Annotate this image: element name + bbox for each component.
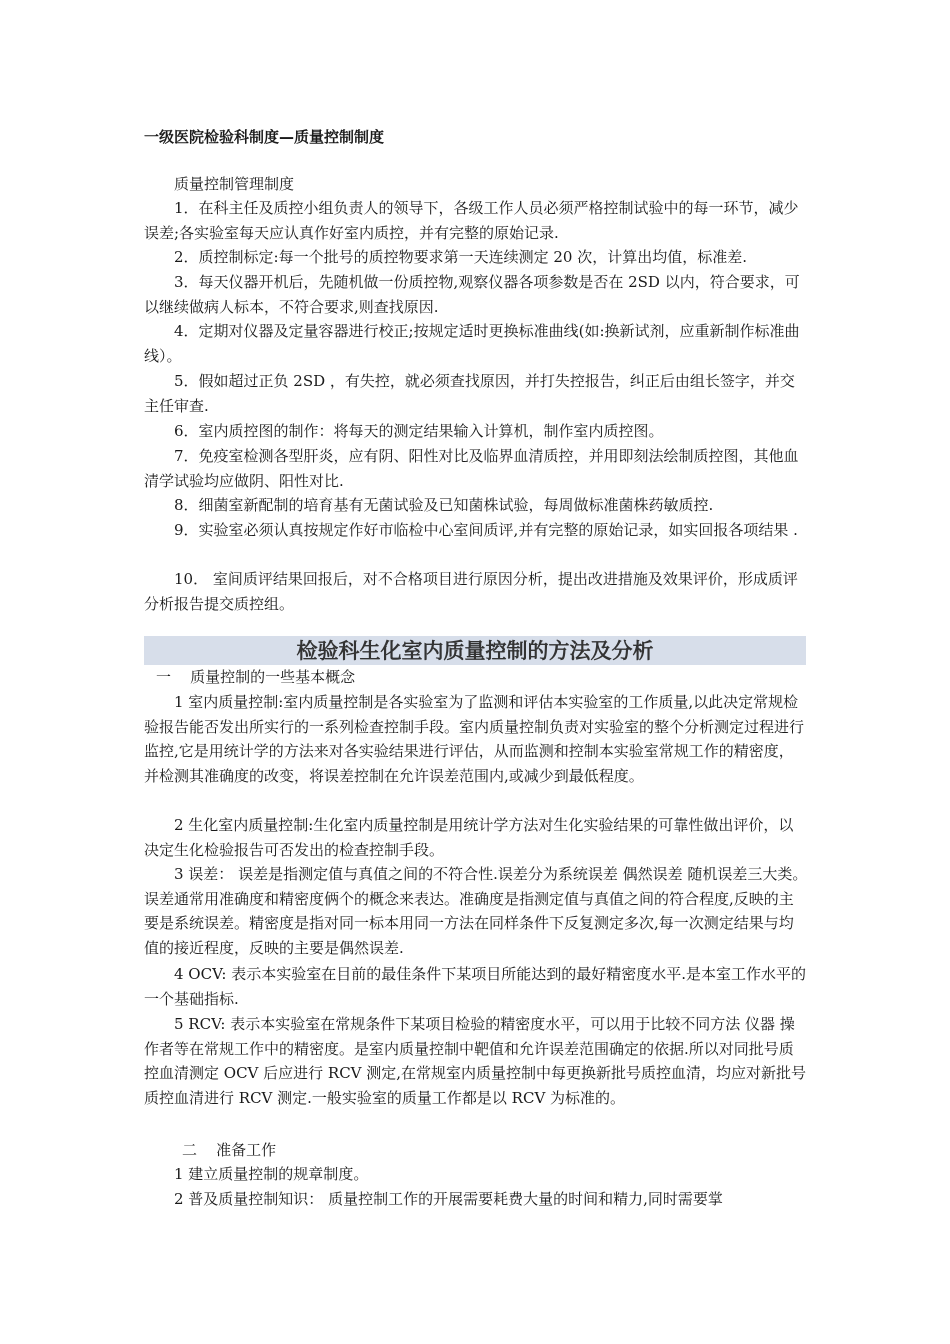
qc-section-heading: 质量控制管理制度 xyxy=(174,175,295,193)
document-title: 一级医院检验科制度—质量控制制度 xyxy=(144,128,385,146)
preparation-heading: 二 准备工作 xyxy=(182,1141,277,1159)
concept-item-5: 5 RCV: 表示本实验室在常规条件下某项目检验的精密度水平，可以用于比较不同方法 仪器 操作者等在常规工作中的精密度。是室内质量控制中靶值和允许误差范围确定的依据.所以对同批号质控血清测定 OCV 后应进行 RCV 测定,在常规室内质量控制中每更换新批号质控血清，均应对新批号质控血清进行 RCV 测定.一般实验室的质量工作都是以 RCV 为标准的。 xyxy=(144,1015,807,1107)
concept-item-4: 4 OCV: 表示本实验室在目前的最佳条件下某项目所能达到的最好精密度水平.是本室工作水平的一个基础指标. xyxy=(144,965,807,1008)
prep-item-1: 1 建立质量控制的规章制度。 xyxy=(174,1165,369,1183)
basic-concepts-heading: 一 质量控制的一些基本概念 xyxy=(156,668,356,686)
qc-item-9: 9．实验室必须认真按规定作好市临检中心室间质评,并有完整的原始记录，如实回报各项结果 . xyxy=(174,521,798,539)
qc-item-8: 8．细菌室新配制的培育基有无菌试验及已知菌株试验，每周做标准菌株药敏质控. xyxy=(174,496,714,514)
qc-item-1: 1．在科主任及质控小组负责人的领导下，各级工作人员必须严格控制试验中的每一环节，减少误差;各实验室每天应认真作好室内质控，并有完整的原始记录. xyxy=(144,199,799,242)
qc-item-3: 3．每天仪器开机后，先随机做一份质控物,观察仪器各项参数是否在 2SD 以内，符合要求，可以继续做病人标本，不符合要求,则查找原因. xyxy=(144,273,800,316)
qc-item-10: 10． 室间质评结果回报后，对不合格项目进行原因分析，提出改进措施及效果评价，形成质评分析报告提交质控组。 xyxy=(144,570,798,613)
concept-item-3: 3 误差： 误差是指测定值与真值之间的不符合性.误差分为系统误差 偶然误差 随机误差三大类。误差通常用准确度和精密度俩个的概念来表达。准确度是指测定值与真值之间的符合程度,反映的主要是系统误差。精密度是指对同一标本用同一方法在同样条件下反复测定多次,每一次测定结果与均值的接近程度，反映的主要是偶然误差. xyxy=(144,865,808,957)
concept-item-1: 1 室内质量控制:室内质量控制是各实验室为了监测和评估本实验室的工作质量,以此决定常规检验报告能否发出所实行的一系列检查控制手段。室内质量控制负责对实验室的整个分析测定过程进行监控,它是用统计学的方法来对各实验结果进行评估，从而监测和控制本实验室常规工作的精密度，并检测其准确度的改变，将误差控制在允许误差范围内,或减少到最低程度。 xyxy=(144,693,805,785)
qc-item-7: 7．免疫室检测各型肝炎，应有阴、阳性对比及临界血清质控，并用即刻法绘制质控图，其他血清学试验均应做阴、阳性对比. xyxy=(144,447,799,490)
prep-item-2: 2 普及质量控制知识： 质量控制工作的开展需要耗费大量的时间和精力,同时需要掌 xyxy=(174,1190,723,1208)
concept-item-2: 2 生化室内质量控制:生化室内质量控制是用统计学方法对生化实验结果的可靠性做出评价，以决定生化检验报告可否发出的检查控制手段。 xyxy=(144,816,794,859)
qc-item-5: 5．假如超过正负 2SD ，有失控，就必须查找原因，并打失控报告，纠正后由组长签字，并交主任审查. xyxy=(144,372,795,415)
qc-item-2: 2．质控制标定:每一个批号的质控物要求第一天连续测定 20 次，计算出均值，标准差. xyxy=(174,248,747,266)
section-banner: 检验科生化室内质量控制的方法及分析 xyxy=(144,636,806,665)
qc-item-6: 6．室内质控图的制作：将每天的测定结果输入计算机，制作室内质控图。 xyxy=(174,422,664,440)
qc-item-4: 4．定期对仪器及定量容器进行校正;按规定适时更换标准曲线(如:换新试剂，应重新制作标准曲线）。 xyxy=(144,322,800,365)
